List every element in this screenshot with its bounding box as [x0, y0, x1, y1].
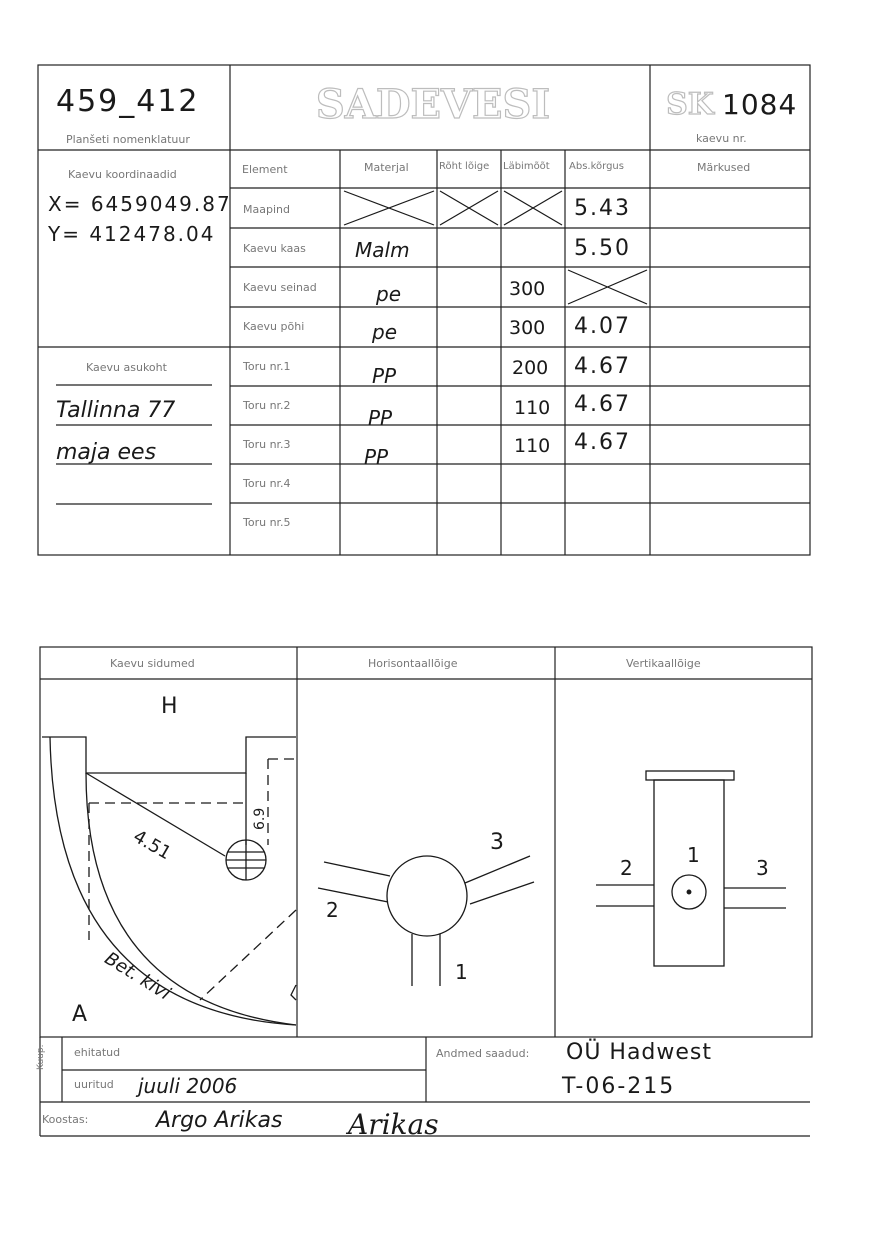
location-line1: Tallinna 77: [56, 398, 176, 423]
row-abs: 5.43: [574, 196, 631, 221]
horizontal-pipe1: 1: [455, 960, 468, 984]
row-material: PP: [368, 406, 393, 430]
row-element: Toru nr.2: [243, 399, 291, 412]
row-diameter: 300: [509, 278, 546, 300]
row-element: Kaevu põhi: [243, 320, 305, 333]
ties-curb: Bet. kivi: [100, 948, 174, 1005]
row-diameter: 110: [514, 397, 551, 419]
surveyed-value: juuli 2006: [138, 1074, 238, 1098]
row-material: Malm: [355, 238, 410, 262]
date-side-label: Kuup.: [36, 1044, 46, 1070]
ties-a: A: [72, 1002, 88, 1027]
header-notes: Märkused: [697, 161, 751, 174]
header-material: Materjal: [364, 161, 409, 174]
surveyed-label: uuritud: [74, 1078, 114, 1091]
location-label: Kaevu asukoht: [86, 361, 167, 374]
row-material: PP: [364, 445, 389, 469]
well-number: 1084: [722, 88, 798, 121]
order-number: T-06-215: [562, 1074, 676, 1099]
data-source-label: Andmed saadud:: [436, 1047, 530, 1060]
row-element: Toru nr.4: [243, 477, 291, 490]
row-element: Maapind: [243, 203, 290, 216]
row-diameter: 300: [509, 317, 546, 339]
well-prefix: SK: [666, 87, 714, 122]
vertical-pipe3: 3: [756, 856, 769, 880]
row-material: pe: [376, 282, 401, 306]
compiler-label: Koostas:: [42, 1113, 89, 1126]
nomenclature-label: Planšeti nomenklatuur: [66, 133, 190, 146]
row-diameter: 110: [514, 435, 551, 457]
vertical-pipe1: 1: [687, 843, 700, 867]
vertical-label: Vertikaallõige: [626, 657, 701, 670]
row-abs: 4.67: [574, 392, 631, 417]
horizontal-pipe2: 2: [326, 898, 339, 922]
header-cross: Rõht lõige: [439, 161, 490, 172]
ties-dist2: 6.9: [252, 807, 268, 830]
horizontal-pipe3: 3: [490, 830, 504, 855]
prepared-label: ehitatud: [74, 1046, 121, 1059]
signature: Arikas: [348, 1108, 439, 1141]
compiler-name: Argo Arikas: [156, 1108, 283, 1133]
row-abs: 5.50: [574, 236, 631, 261]
title-outline: SADEVESI: [315, 81, 551, 128]
vertical-pipe2: 2: [620, 856, 633, 880]
header-element: Element: [242, 163, 288, 176]
row-abs: 4.67: [574, 354, 631, 379]
horizontal-label: Horisontaallõige: [368, 657, 458, 670]
row-element: Kaevu kaas: [243, 242, 306, 255]
coordinate-x: X= 6459049.87: [48, 192, 232, 216]
coordinate-y: Y= 412478.04: [48, 222, 216, 246]
row-material: PP: [372, 364, 397, 388]
location-line2: maja ees: [56, 440, 157, 465]
company-name: OÜ Hadwest: [566, 1040, 713, 1065]
row-abs: 4.67: [574, 430, 631, 455]
row-element: Kaevu seinad: [243, 281, 317, 294]
row-element: Toru nr.1: [243, 360, 291, 373]
row-element: Toru nr.3: [243, 438, 291, 451]
ties-h: H: [161, 694, 178, 719]
coordinates-label: Kaevu koordinaadid: [68, 168, 177, 181]
row-diameter: 200: [512, 357, 549, 379]
nomenclature-value: 459_412: [56, 84, 200, 119]
ties-dist1: 4.51: [129, 826, 175, 865]
row-material: pe: [372, 320, 397, 344]
row-abs: 4.07: [574, 314, 631, 339]
row-element: Toru nr.5: [243, 516, 291, 529]
header-abs: Abs.kõrgus: [569, 161, 624, 172]
header-diameter: Läbimõõt: [503, 161, 550, 172]
well-label: kaevu nr.: [696, 132, 747, 145]
horizontal-sketch: [318, 856, 534, 986]
ties-label: Kaevu sidumed: [110, 657, 195, 670]
ties-sketch: [42, 737, 296, 1025]
